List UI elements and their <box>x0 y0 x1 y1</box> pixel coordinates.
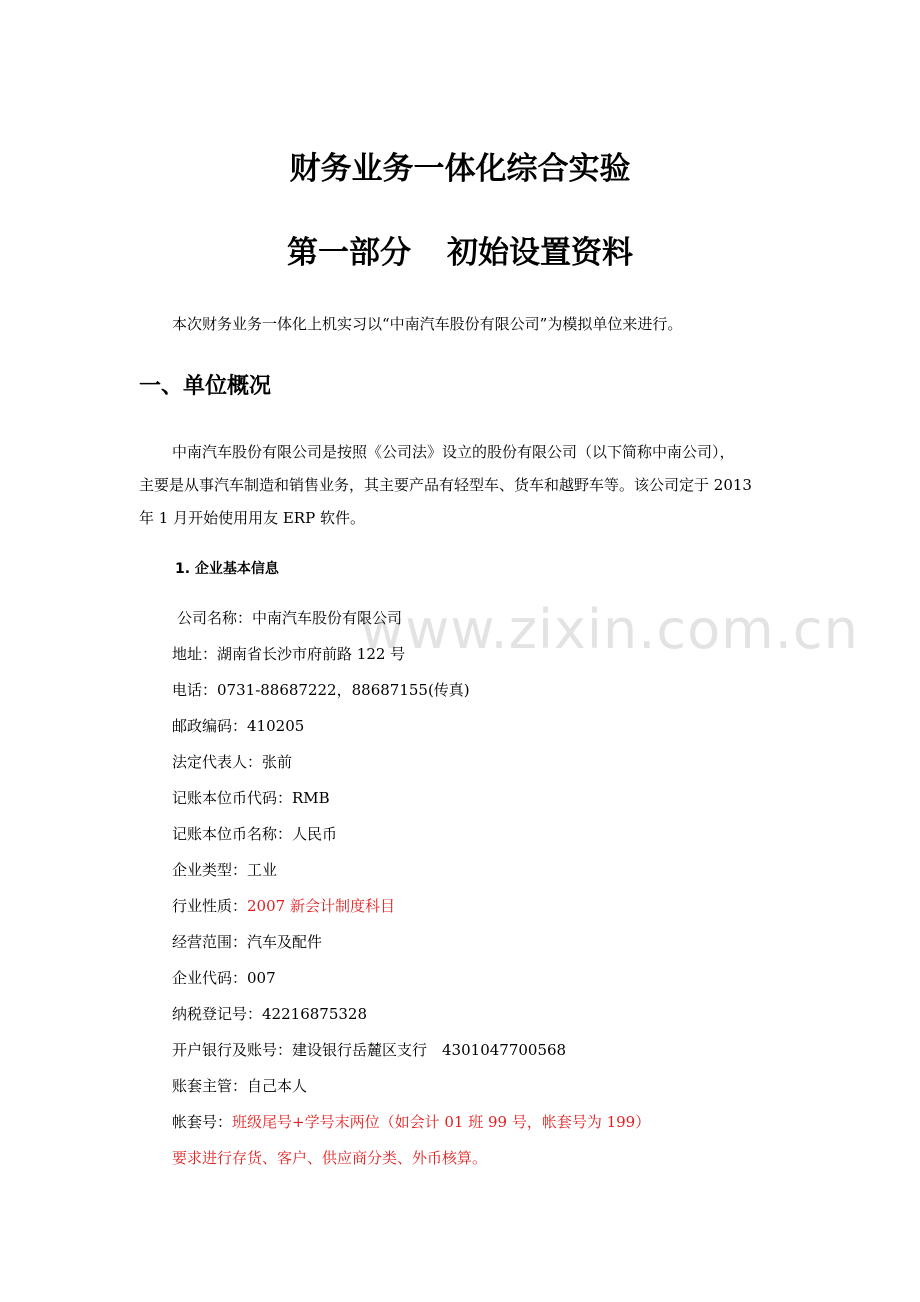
info-label: 地址： <box>172 645 218 663</box>
info-row <box>172 708 650 744</box>
info-row <box>172 960 650 996</box>
info-row <box>172 852 650 888</box>
info-label: 法定代表人： <box>172 753 263 771</box>
info-row <box>172 996 650 1032</box>
info-label: 企业代码： <box>172 969 248 987</box>
info-label: 记账本位币名称： <box>172 825 293 843</box>
section-heading-unit-overview: 一、单位概况 <box>139 374 272 399</box>
info-row <box>172 1068 650 1104</box>
subsection-heading-basic-info: 1. 企业基本信息 <box>175 561 279 577</box>
overview-line: 中南汽车股份有限公司是按照《公司法》设立的股份有限公司（以下简称中南公司）， <box>172 443 735 461</box>
info-label: 邮政编码： <box>172 717 248 735</box>
company-info-list <box>172 600 650 1176</box>
info-row <box>172 924 650 960</box>
info-row <box>172 600 650 636</box>
part-topic: 初始设置资料 <box>447 235 633 271</box>
info-row <box>172 888 650 924</box>
info-value: 建设银行岳麓区支行 4301047700568 <box>292 1041 567 1059</box>
part-number: 第一部分 <box>287 235 411 271</box>
info-row <box>172 636 650 672</box>
info-label: 纳税登记号： <box>172 1005 263 1023</box>
overview-paragraph <box>139 436 784 535</box>
info-label: 记账本位币代码： <box>172 789 293 807</box>
info-label: 行业性质： <box>172 897 248 915</box>
overview-line: 主要是从事汽车制造和销售业务，其主要产品有轻型车、货车和越野车等。该公司定于 2013 <box>139 476 752 494</box>
info-value: 42216875328 <box>262 1005 367 1023</box>
info-label: 企业类型： <box>172 861 248 879</box>
info-value: 中南汽车股份有限公司 <box>252 609 403 627</box>
info-label: 帐套号： <box>172 1113 233 1131</box>
info-label: 开户银行及账号： <box>172 1041 293 1059</box>
info-value: 人民币 <box>292 825 338 843</box>
part-title <box>0 233 920 273</box>
info-row <box>172 744 650 780</box>
info-value: 汽车及配件 <box>247 933 323 951</box>
info-value: 自己本人 <box>247 1077 308 1095</box>
document-title: 财务业务一体化综合实验 <box>289 151 631 187</box>
info-value: RMB <box>292 789 330 807</box>
info-row <box>172 780 650 816</box>
info-value: 班级尾号+学号末两位（如会计 01 班 99 号，帐套号为 199） <box>232 1113 651 1131</box>
info-value: 007 <box>247 969 276 987</box>
info-value: 湖南省长沙市府前路 122 号 <box>217 645 406 663</box>
info-label: 经营范围： <box>172 933 248 951</box>
info-label: 电话： <box>172 681 218 699</box>
info-value: 工业 <box>247 861 278 879</box>
info-row <box>172 1032 650 1068</box>
info-row <box>172 672 650 708</box>
info-value: 410205 <box>247 717 305 735</box>
intro-paragraph: 本次财务业务一体化上机实习以“中南汽车股份有限公司”为模拟单位来进行。 <box>172 315 683 333</box>
info-row <box>172 1104 650 1140</box>
info-value: 2007 新会计制度科目 <box>247 897 395 915</box>
info-label: 公司名称： <box>177 609 253 627</box>
info-value: 张前 <box>262 753 293 771</box>
watermark-logo: www.zixin.com.cn <box>360 598 859 661</box>
info-label: 账套主管： <box>172 1077 248 1095</box>
overview-line: 年 1 月开始使用用友 ERP 软件。 <box>139 509 365 527</box>
requirement-line: 要求进行存货、客户、供应商分类、外币核算。 <box>172 1149 488 1167</box>
info-value: 0731-88687222，88687155(传真) <box>217 681 470 699</box>
info-row <box>172 816 650 852</box>
